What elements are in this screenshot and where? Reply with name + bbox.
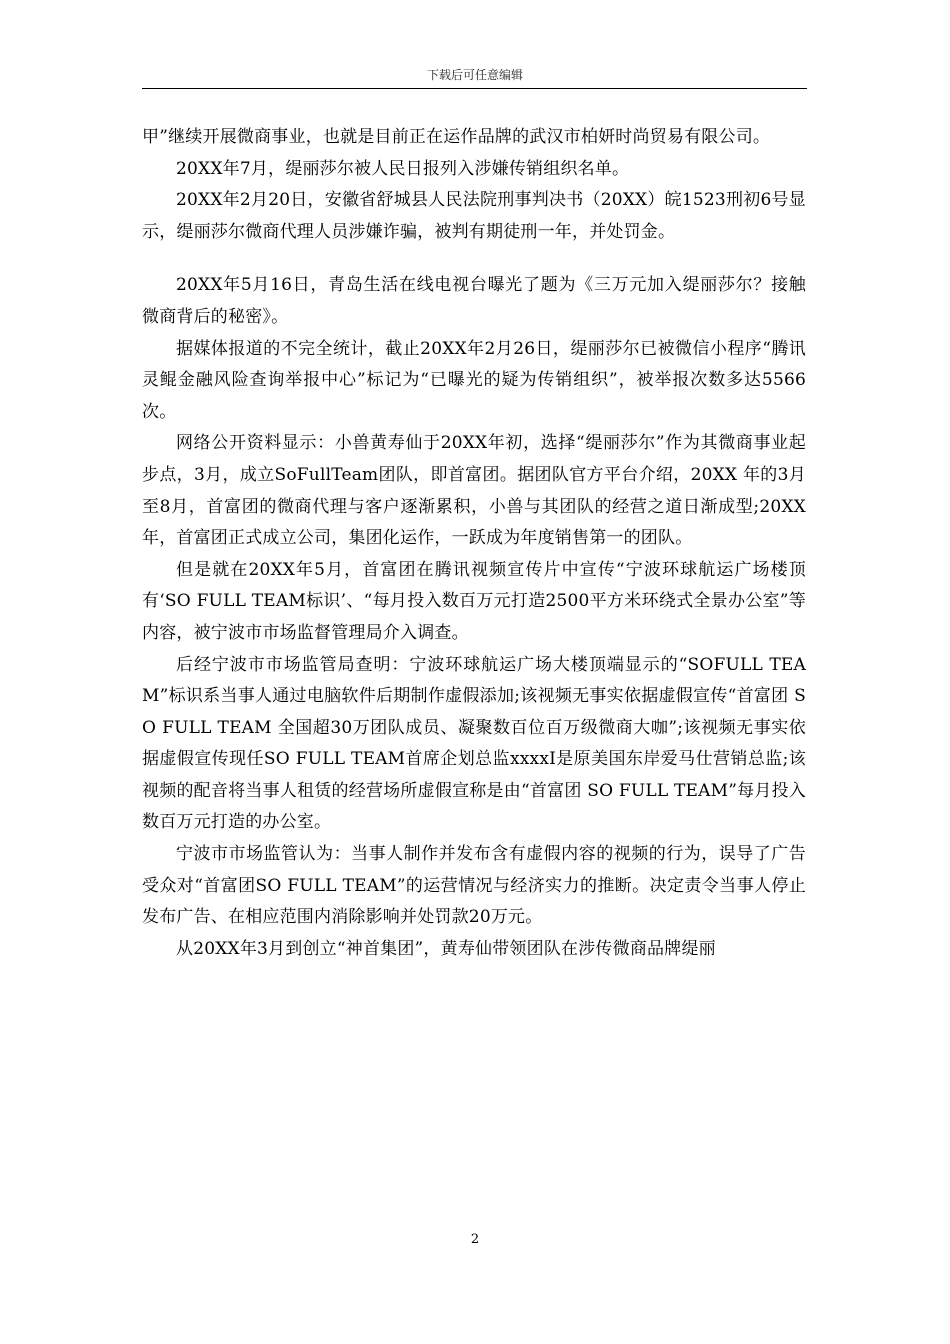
header-divider — [142, 88, 807, 89]
paragraph-8: 后经宁波市市场监管局查明：宁波环球航运广场大楼顶端显示的“SOFULL TEAM”标识系当事人通过电脑软件后期制作虚假添加;该视频无事实依据虚假宣传“首富团 SO FULL TEAM 全国超30万团队成员、凝聚数百位百万级微商大咖”;该视频无事实依据虚假宣传现任SO FULL TEAM首席企划总监xxxxI是原美国东岸爱马仕营销总监;该视频的配音将当事人租赁的经营场所虚假宣称是由“首富团 SO FULL TEAM”每月投入数百万元打造的办公室。 — [142, 654, 806, 833]
paragraph-2: 20XX年7月，缇丽莎尔被人民日报列入涉嫌传销组织名单。 — [176, 158, 630, 179]
body-text — [142, 122, 806, 965]
paragraph-9: 宁波市市场监管认为：当事人制作并发布含有虚假内容的视频的行为，误导了广告受众对“首富团SO FULL TEAM”的运营情况与经济实力的推断。决定责令当事人停止发布广告、在相应范围内消除影响并处罚款20万元。 — [142, 844, 806, 928]
page-number: 2 — [470, 1232, 480, 1247]
paragraph-7: 但是就在20XX年5月，首富团在腾讯视频宣传片中宣传“宁波环球航运广场楼顶有‘SO FULL TEAM标识’、“每月投入数百万元打造2500平方米环绕式全景办公室”等内容，被宁波市市场监督管理局介入调查。 — [142, 559, 806, 643]
paragraph-3: 20XX年2月20日，安徽省舒城县人民法院刑事判决书（20XX）皖1523刑初6号显示，缇丽莎尔微商代理人员涉嫌诈骗，被判有期徒刑一年，并处罚金。 — [142, 190, 806, 242]
paragraph-5: 据媒体报道的不完全统计，截止20XX年2月26日，缇丽莎尔已被微信小程序“腾讯灵鲲金融风险查询举报中心”标记为“已曝光的疑为传销组织”，被举报次数多达5566次。 — [142, 338, 806, 422]
paragraph-10: 从20XX年3月到创立“神首集团”，黄寿仙带领团队在涉传微商品牌缇丽 — [176, 938, 716, 959]
paragraph-1: 甲”继续开展微商事业，也就是目前正在运作品牌的武汉市柏妍时尚贸易有限公司。 — [142, 127, 771, 147]
paragraph-4: 20XX年5月16日，青岛生活在线电视台曝光了题为《三万元加入缇丽莎尔？接触微商背后的秘密》。 — [142, 275, 806, 327]
paragraph-6: 网络公开资料显示：小兽黄寿仙于20XX年初，选择“缇丽莎尔”作为其微商事业起步点，3月，成立SoFullTeam团队，即首富团。据团队官方平台介绍，20XX 年的3月至8月，首富团的微商代理与客户逐渐累积，小兽与其团队的经营之道日渐成型;20XX 年，首富团正式成立公司，集团化运作，一跃成为年度销售第一的团队。 — [142, 433, 806, 549]
page-header: 下载后可任意编辑 — [426, 68, 523, 82]
